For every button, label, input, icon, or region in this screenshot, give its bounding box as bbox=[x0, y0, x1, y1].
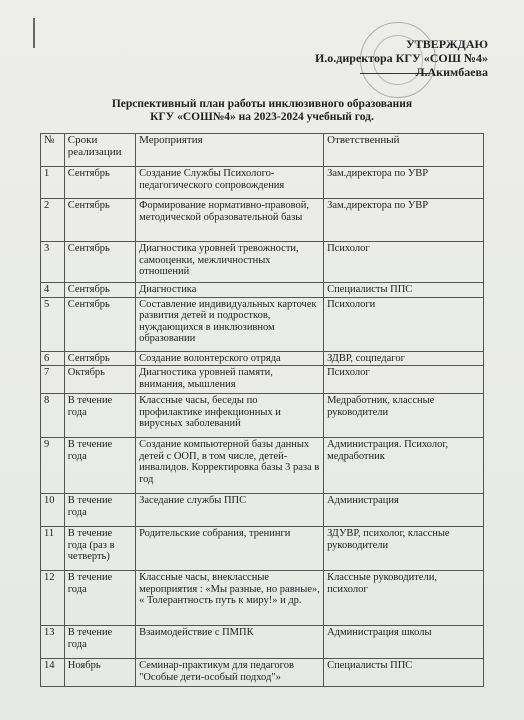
cell-number: 1 bbox=[41, 167, 65, 199]
scan-mark bbox=[33, 18, 35, 48]
cell-date: В течение года bbox=[64, 626, 135, 659]
cell-responsible: Зам.директора по УВР bbox=[324, 167, 484, 199]
cell-event: Формирование нормативно-правовой, методической образовательной базы bbox=[136, 199, 324, 242]
cell-number: 6 bbox=[41, 351, 65, 366]
cell-number: 10 bbox=[41, 494, 65, 527]
cell-responsible: Зам.директора по УВР bbox=[324, 199, 484, 242]
cell-date: Сентябрь bbox=[64, 242, 135, 283]
header-events: Мероприятия bbox=[136, 134, 324, 167]
cell-responsible: Администрация bbox=[324, 494, 484, 527]
cell-event: Родительские собрания, тренинги bbox=[136, 527, 324, 571]
table-row bbox=[41, 283, 484, 298]
table-row bbox=[41, 438, 484, 494]
cell-number: 7 bbox=[41, 366, 65, 394]
cell-responsible: Администрация. Психолог, медработник bbox=[324, 438, 484, 494]
table-row bbox=[41, 626, 484, 659]
table-row bbox=[41, 242, 484, 283]
document-subtitle: КГУ «СОШ№4» на 2023-2024 учебный год. bbox=[150, 111, 374, 123]
cell-responsible: Психолог bbox=[324, 366, 484, 394]
cell-event: Взаимодействие с ПМПК bbox=[136, 626, 324, 659]
cell-event: Заседание службы ППС bbox=[136, 494, 324, 527]
cell-number: 13 bbox=[41, 626, 65, 659]
table-row bbox=[41, 366, 484, 394]
cell-date: Сентябрь bbox=[64, 283, 135, 298]
cell-number: 8 bbox=[41, 394, 65, 438]
header-responsible: Ответственный bbox=[324, 134, 484, 167]
cell-responsible: Психолог bbox=[324, 242, 484, 283]
cell-event: Создание компьютерной базы данных детей с ООП, в том числе, детей-инвалидов. Корректировка базы 3 раза в год bbox=[136, 438, 324, 494]
approval-position: И.о.директора КГУ «СОШ №4» bbox=[314, 51, 488, 65]
cell-number: 3 bbox=[41, 242, 65, 283]
cell-event: Классные часы, беседы по профилактике инфекционных и вирусных заболеваний bbox=[136, 394, 324, 438]
cell-responsible: Медработник, классные руководители bbox=[324, 394, 484, 438]
cell-date: В течение года bbox=[64, 494, 135, 527]
header-dates: Сроки реализации bbox=[64, 134, 135, 167]
cell-date: В течение года (раз в четверть) bbox=[64, 527, 135, 571]
approval-heading: УТВЕРЖДАЮ bbox=[405, 37, 488, 51]
cell-date: Сентябрь bbox=[64, 297, 135, 351]
cell-responsible: Классные руководители, психолог bbox=[324, 571, 484, 626]
cell-responsible: Специалисты ППС bbox=[324, 283, 484, 298]
cell-event: Создание Службы Психолого-педагогического сопровождения bbox=[136, 167, 324, 199]
cell-number: 12 bbox=[41, 571, 65, 626]
cell-responsible: Специалисты ППС bbox=[324, 659, 484, 687]
table-row bbox=[41, 199, 484, 242]
cell-date: Сентябрь bbox=[64, 167, 135, 199]
approval-signatory: Л.Акимбаева bbox=[415, 65, 488, 79]
cell-event: Создание волонтерского отряда bbox=[136, 351, 324, 366]
cell-event: Диагностика уровней тревожности, самооценки, межличностных отношений bbox=[136, 242, 324, 283]
table-row bbox=[41, 494, 484, 527]
table-row bbox=[41, 167, 484, 199]
cell-number: 5 bbox=[41, 297, 65, 351]
cell-event: Диагностика bbox=[136, 283, 324, 298]
cell-number: 4 bbox=[41, 283, 65, 298]
table-row bbox=[41, 527, 484, 571]
cell-responsible: ЗДУВР, психолог, классные руководители bbox=[324, 527, 484, 571]
cell-event: Диагностика уровней памяти, внимания, мышления bbox=[136, 366, 324, 394]
cell-responsible: ЗДВР, соцпедагог bbox=[324, 351, 484, 366]
document-title: Перспективный план работы инклюзивного образования bbox=[111, 98, 413, 110]
table-header-row bbox=[41, 134, 484, 167]
header-number: № bbox=[41, 134, 65, 167]
cell-responsible: Администрация школы bbox=[324, 626, 484, 659]
table-row bbox=[41, 351, 484, 366]
cell-number: 2 bbox=[41, 199, 65, 242]
cell-number: 14 bbox=[41, 659, 65, 687]
cell-event: Семинар-практикум для педагогов "Особые дети-особый подход"» bbox=[136, 659, 324, 687]
cell-number: 11 bbox=[41, 527, 65, 571]
cell-number: 9 bbox=[41, 438, 65, 494]
table-row bbox=[41, 571, 484, 626]
plan-table bbox=[40, 133, 484, 687]
cell-date: В течение года bbox=[64, 394, 135, 438]
cell-date: В течение года bbox=[64, 571, 135, 626]
cell-date: Октябрь bbox=[64, 366, 135, 394]
cell-date: Сентябрь bbox=[64, 351, 135, 366]
cell-date: Сентябрь bbox=[64, 199, 135, 242]
cell-responsible: Психологи bbox=[324, 297, 484, 351]
table-row bbox=[41, 659, 484, 687]
cell-event: Классные часы, внеклассные мероприятия : «Мы разные, но равные», « Толерантность путь к миру!» и др. bbox=[136, 571, 324, 626]
cell-event: Составление индивидуальных карточек развития детей и подростков, нуждающихся в инклюзивном образовании bbox=[136, 297, 324, 351]
table-row bbox=[41, 394, 484, 438]
approval-block bbox=[315, 37, 488, 79]
cell-date: Ноябрь bbox=[64, 659, 135, 687]
cell-date: В течение года bbox=[64, 438, 135, 494]
table-row bbox=[41, 297, 484, 351]
